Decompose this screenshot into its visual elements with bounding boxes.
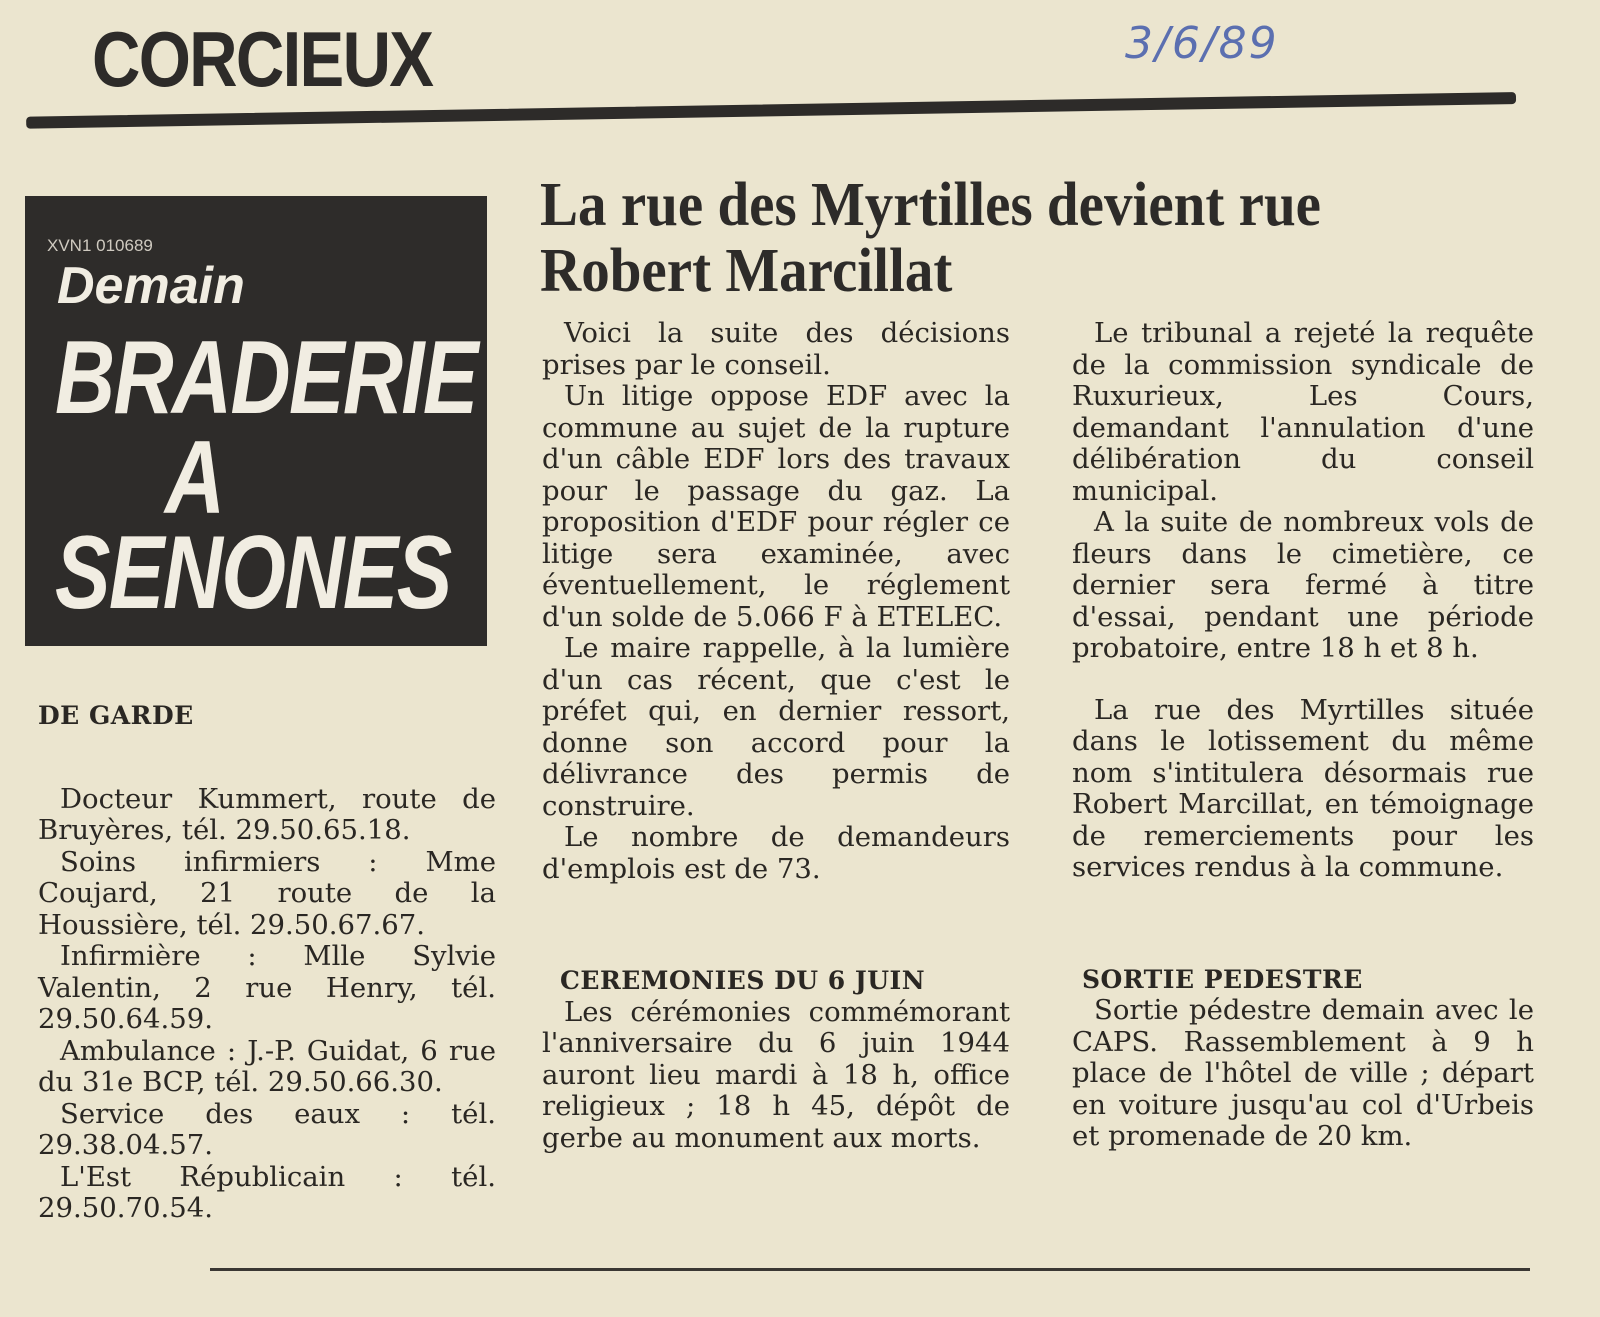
article-headline: La rue des Myrtilles devient rue Robert Marcillat xyxy=(540,171,1321,305)
ad-code: XVN1 010689 xyxy=(47,236,153,255)
sortie-heading: SORTIE PEDESTRE xyxy=(1082,964,1363,994)
ad-a: A xyxy=(165,420,224,536)
article-column-2 xyxy=(1072,318,1534,1153)
paragraph: A la suite de nombreux vols de fleurs dans le cimetière, ce dernier sera fermé à titre d'essai, pendant une période probatoire, entre 18 h et 8 h. xyxy=(1072,506,1534,664)
ad-senones: SENONES xyxy=(55,515,451,631)
paragraph: Infirmière : Mlle Sylvie Valentin, 2 rue Henry, tél. 29.50.64.59. xyxy=(38,940,496,1035)
paragraph: L'Est Républicain : tél. 29.50.70.54. xyxy=(38,1160,496,1224)
article-column-1 xyxy=(542,318,1010,1154)
paragraph: Docteur Kummert, route de Bruyères, tél. 29.50.65.18. xyxy=(38,782,496,846)
handwritten-date: 3/6/89 xyxy=(1125,18,1279,69)
paragraph: La rue des Myrtilles située dans le lotissement du même nom s'intitulera désormais rue Robert Marcillat, en témoignage de remerciements pour les services rendus à la commune. xyxy=(1072,693,1534,883)
column-de-garde xyxy=(38,700,496,1225)
de-garde-heading: DE GARDE xyxy=(38,701,194,730)
paragraph: Le maire rappelle, à la lumière d'un cas récent, que c'est le préfet qui, en dernier ressort, donne son accord pour la délivrance des permis de construire. xyxy=(542,632,1010,822)
paragraph: Soins infirmiers : Mme Coujard, 21 route de la Houssière, tél. 29.50.67.67. xyxy=(38,845,496,941)
paragraph: Sortie pédestre demain avec le CAPS. Rassemblement à 9 h place de l'hôtel de ville ; départ en voiture jusqu'au col d'Urbeis et promenade de 20 km. xyxy=(1072,994,1534,1152)
paragraph: Service des eaux : tél. 29.38.04.57. xyxy=(38,1097,496,1161)
bottom-rule xyxy=(210,1268,1530,1271)
paragraph: Les cérémonies commémorant l'anniversaire du 6 juin 1944 auront lieu mardi à 18 h, office religieux ; 18 h 45, dépôt de gerbe au monument aux morts. xyxy=(542,995,1010,1154)
section-masthead: CORCIEUX xyxy=(92,15,433,103)
paragraph: Voici la suite des décisions prises par le conseil. xyxy=(542,317,1010,381)
paragraph: Le tribunal a rejeté la requête de la commission syndicale de Ruxurieux, Les Cours, demandant l'annulation d'une délibération du conseil municipal. xyxy=(1072,317,1534,507)
braderie-advertisement xyxy=(25,196,487,646)
ad-braderie: BRADERIE xyxy=(55,320,477,436)
ceremonies-heading: CEREMONIES DU 6 JUIN xyxy=(560,966,926,995)
paragraph: Un litige oppose EDF avec la commune au sujet de la rupture d'un câble EDF lors des travaux pour le passage du gaz. La proposition d'EDF pour régler ce litige sera examinée, avec éventuellement, le réglement d'un solde de 5.066 F à ETELEC. xyxy=(542,380,1010,633)
ad-demain: Demain xyxy=(57,257,245,315)
paragraph: Ambulance : J.-P. Guidat, 6 rue du 31e BCP, tél. 29.50.66.30. xyxy=(38,1034,496,1098)
paragraph: Le nombre de demandeurs d'emplois est de 73. xyxy=(542,821,1010,885)
